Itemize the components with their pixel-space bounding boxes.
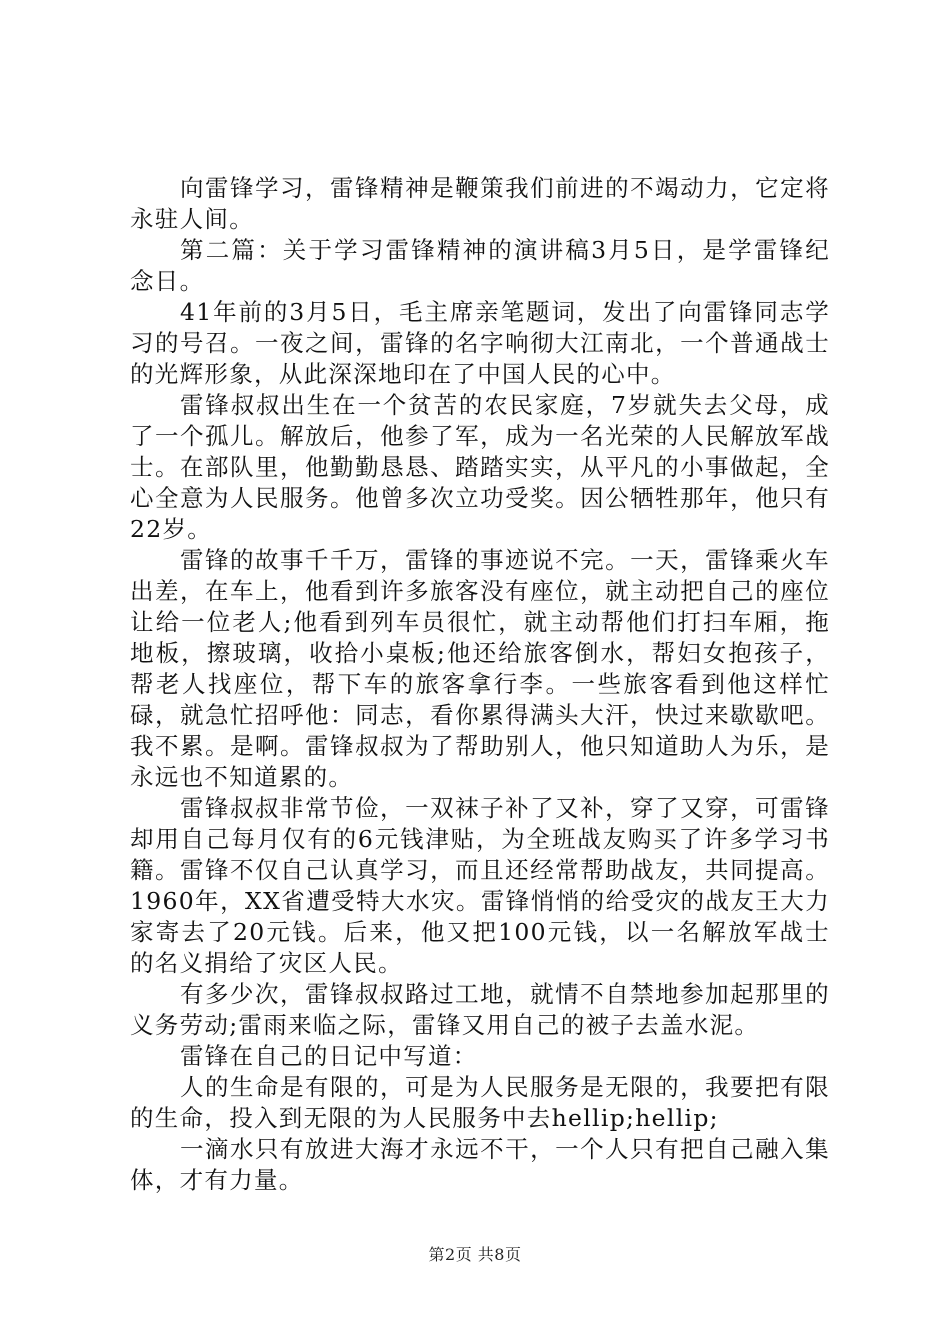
- document-body: [130, 173, 830, 1196]
- paragraph: 一滴水只有放进大海才永远不干，一个人只有把自己融入集体，才有力量。: [130, 1135, 830, 1194]
- paragraph: 雷锋在自己的日记中写道：: [180, 1042, 478, 1070]
- paragraph: 雷锋叔叔出生在一个贫苦的农民家庭，7岁就失去父母，成了一个孤儿。解放后，他参了军，成为一名光荣的人民解放军战士。在部队里，他勤勤恳恳、踏踏实实，从平凡的小事做起，全心全意为人民服务。他曾多次立功受奖。因公牺牲那年，他只有22岁。: [130, 391, 830, 543]
- paragraph: 雷锋的故事千千万，雷锋的事迹说不完。一天，雷锋乘火车出差，在车上，他看到许多旅客没有座位，就主动把自己的座位让给一位老人;他看到列车员很忙，就主动帮他们打扫车厢，拖地板，擦玻璃，收拾小桌板;他还给旅客倒水，帮妇女抱孩子，帮老人找座位，帮下车的旅客拿行李。一些旅客看到他这样忙碌，就急忙招呼他：同志，看你累得满头大汗，快过来歇歇吧。我不累。是啊。雷锋叔叔为了帮助别人，他只知道助人为乐，是永远也不知道累的。: [130, 546, 830, 791]
- paragraph: 人的生命是有限的，可是为人民服务是无限的，我要把有限的生命，投入到无限的为人民服务中去hellip;hellip;: [130, 1073, 830, 1132]
- paragraph: 向雷锋学习，雷锋精神是鞭策我们前进的不竭动力，它定将永驻人间。: [130, 174, 830, 233]
- paragraph: 41年前的3月5日，毛主席亲笔题词，发出了向雷锋同志学习的号召。一夜之间，雷锋的名字响彻大江南北，一个普通战士的光辉形象，从此深深地印在了中国人民的心中。: [130, 298, 830, 388]
- page-number-footer: 第2页 共8页: [428, 1245, 522, 1264]
- paragraph: 雷锋叔叔非常节俭，一双袜子补了又补，穿了又穿，可雷锋却用自己每月仅有的6元钱津贴，为全班战友购买了许多学习书籍。雷锋不仅自己认真学习，而且还经常帮助战友，共同提高。1960年，XX省遭受特大水灾。雷锋悄悄的给受灾的战友王大力家寄去了20元钱。后来，他又把100元钱，以一名解放军战士的名义捐给了灾区人民。: [130, 794, 830, 977]
- paragraph: 有多少次，雷锋叔叔路过工地，就情不自禁地参加起那里的义务劳动;雷雨来临之际，雷锋又用自己的被子去盖水泥。: [130, 980, 830, 1039]
- paragraph: 第二篇：关于学习雷锋精神的演讲稿3月5日，是学雷锋纪念日。: [130, 236, 830, 295]
